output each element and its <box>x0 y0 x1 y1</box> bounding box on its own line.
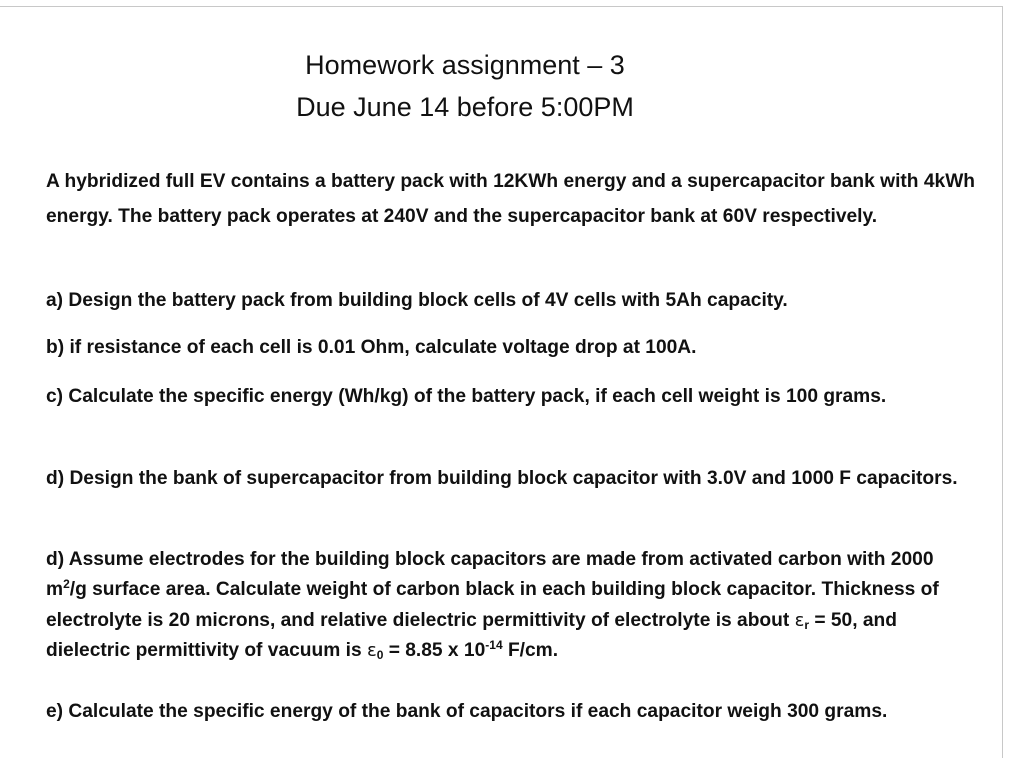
question-d-text-3: = 50, and dielectric permittivity of vacuum is <box>46 609 897 661</box>
question-c: c) Calculate the specific energy (Wh/kg) of the battery pack, if each cell weight is 100 grams. <box>46 386 887 407</box>
epsilon-r-subscript: r <box>804 617 809 632</box>
question-b: b) if resistance of each cell is 0.01 Ohm, calculate voltage drop at 100A. <box>46 337 697 358</box>
epsilon-symbol: ε <box>794 609 805 631</box>
question-d-text-4: = 8.85 x 10 <box>383 639 486 661</box>
question-d-text-1: d) Assume electrodes for the building block capacitors are made from activated carbon with 2000 m <box>46 549 934 601</box>
permittivity-exponent: -14 <box>485 637 503 652</box>
intro-paragraph: A hybridized full EV contains a battery pack with 12KWh energy and a supercapacitor bank with 4kWh energy. The battery pack operates at 240V and the supercapacitor bank at 60V respectively. <box>46 171 976 227</box>
epsilon-zero-symbol: ε <box>366 639 377 661</box>
question-d-electrodes <box>46 545 976 666</box>
question-d-supercap-bank: d) Design the bank of supercapacitor from building block capacitor with 3.0V and 1000 F capacitors. <box>46 468 958 489</box>
document-page <box>0 6 1003 758</box>
question-d-text-2: /g surface area. Calculate weight of carbon black in each building block capacitor. Thickness of electrolyte is 20 microns, and relative dielectric permittivity of electrolyte is about <box>46 579 939 631</box>
due-date: Due June 14 before 5:00PM <box>296 92 634 122</box>
assignment-title: Homework assignment – 3 <box>305 50 625 80</box>
question-e: e) Calculate the specific energy of the bank of capacitors if each capacitor weigh 300 grams. <box>46 701 888 722</box>
question-d-text-5: F/cm. <box>502 639 559 661</box>
question-a: a) Design the battery pack from building block cells of 4V cells with 5Ah capacity. <box>46 290 788 311</box>
epsilon-zero-subscript: 0 <box>376 647 384 662</box>
area-exponent: 2 <box>63 577 70 592</box>
